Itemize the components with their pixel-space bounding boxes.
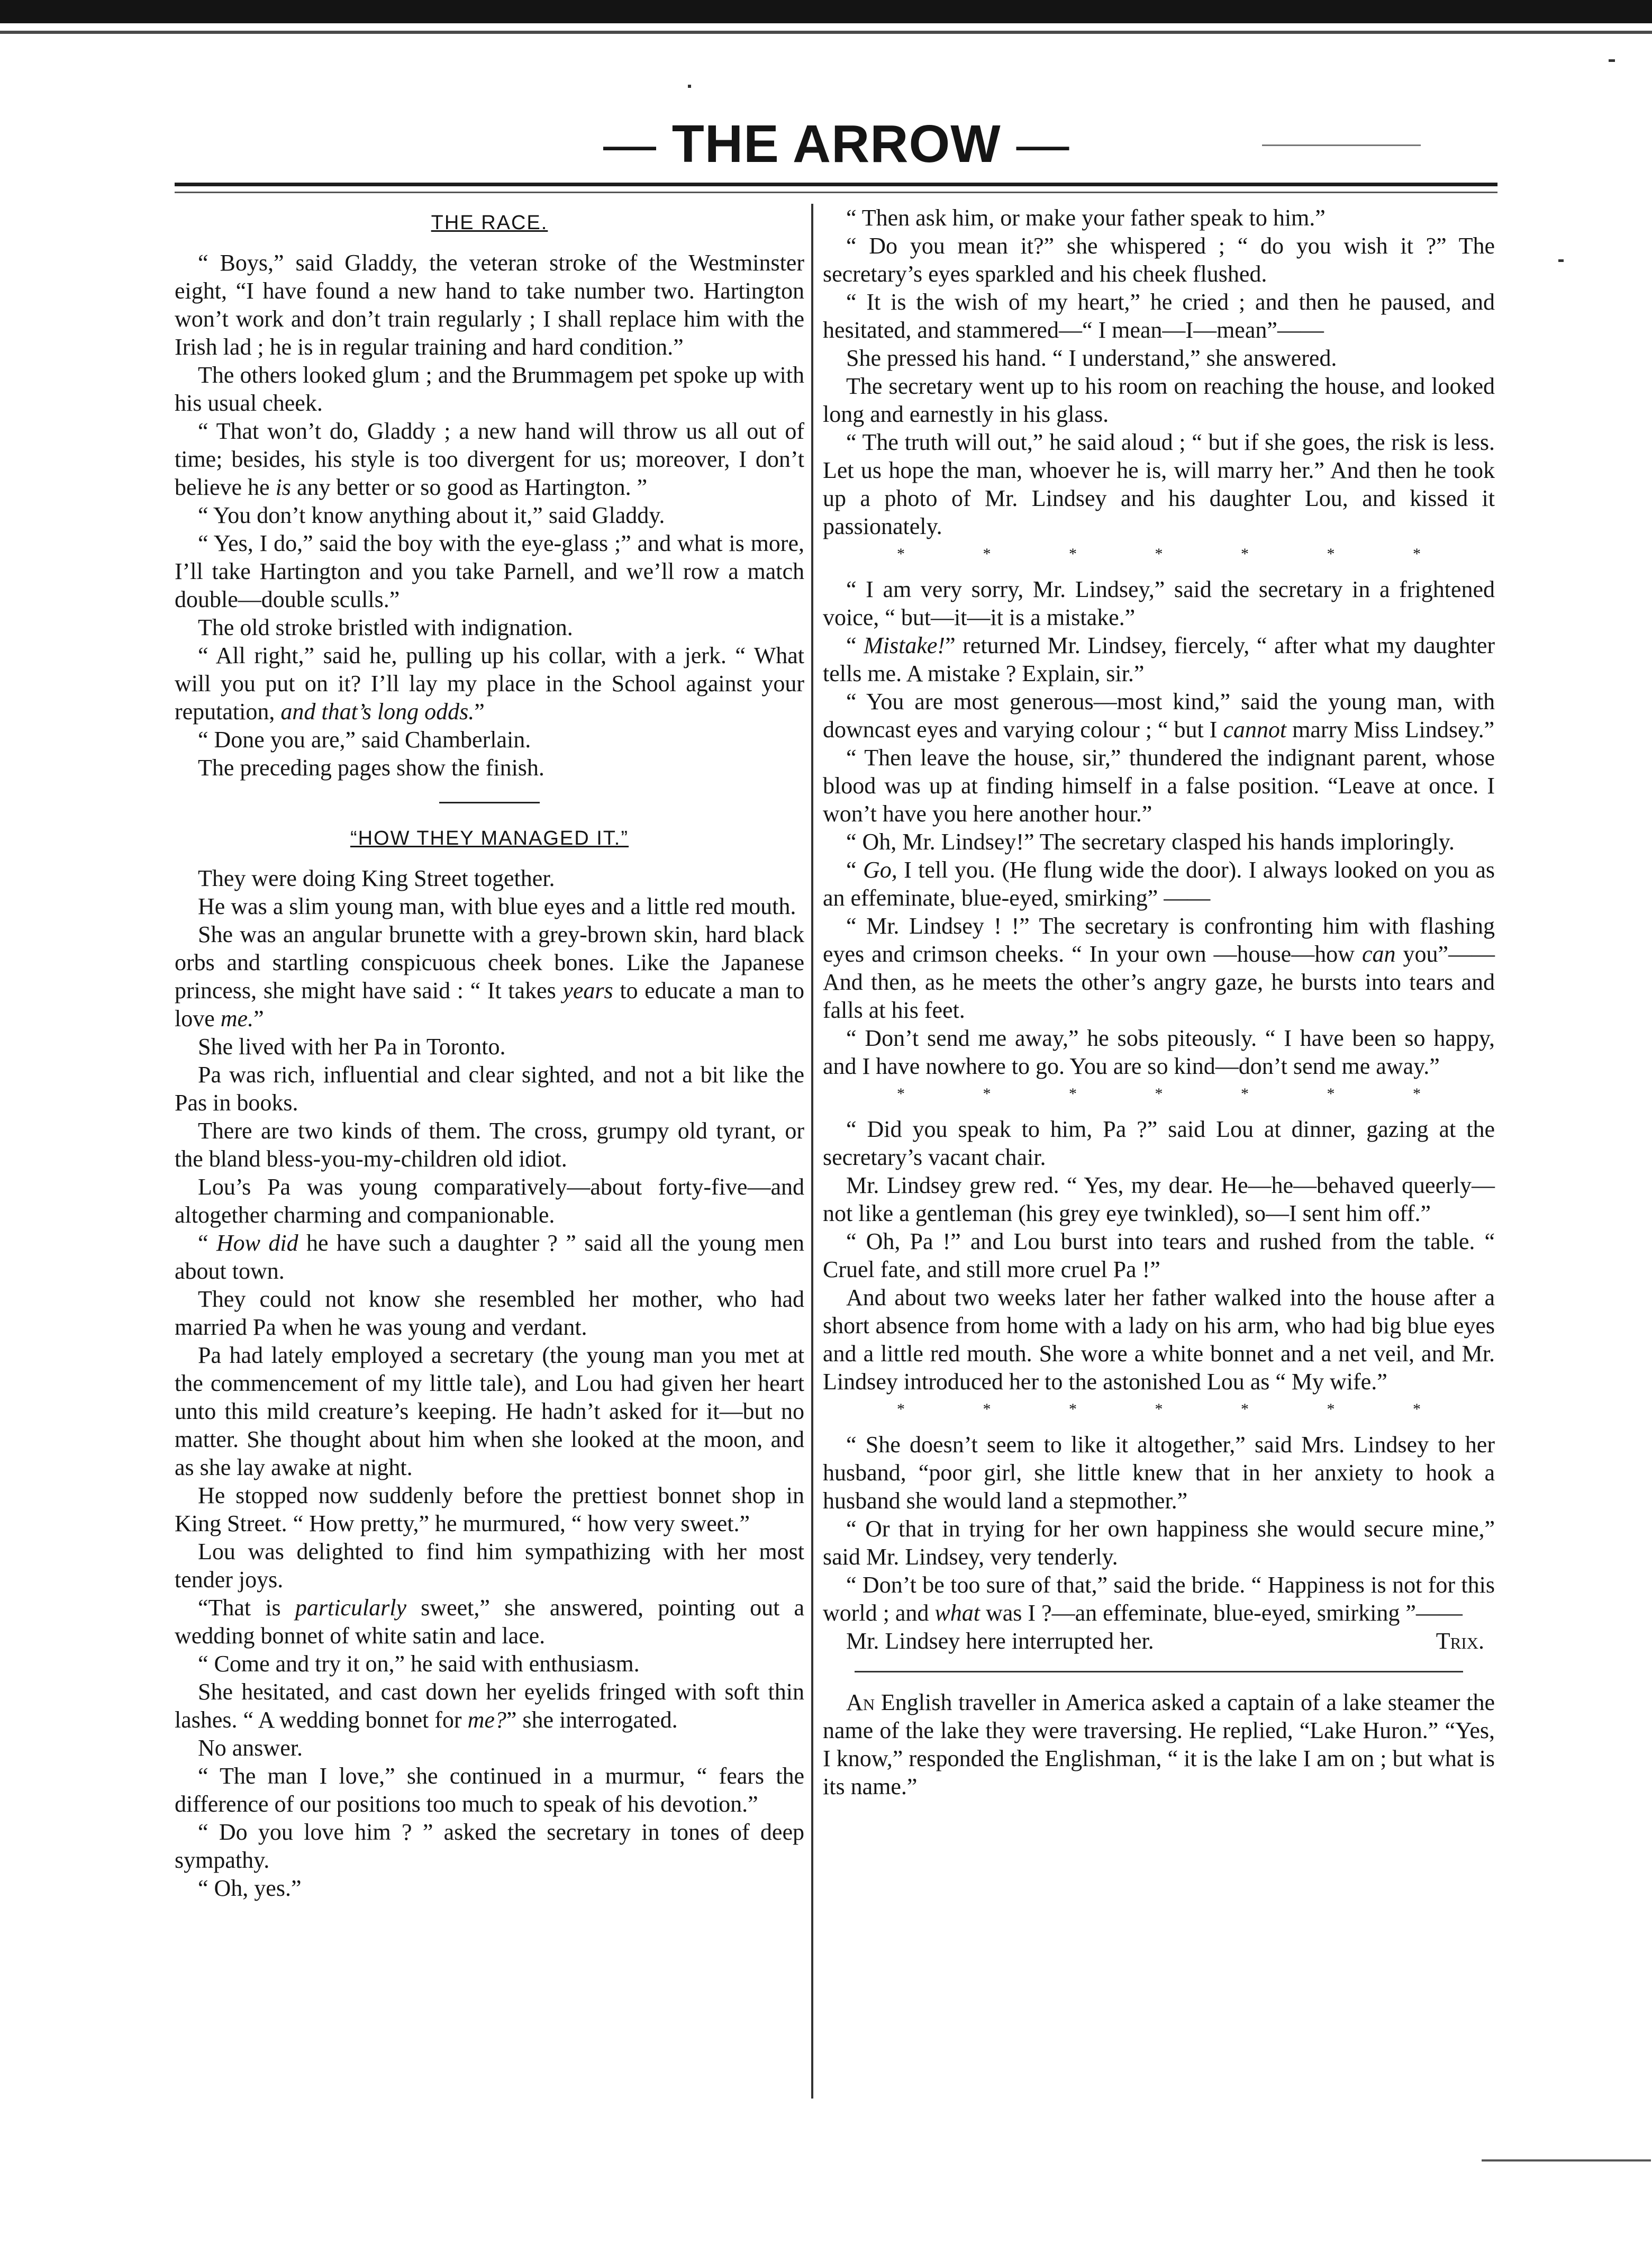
- paragraph: Pa had lately employed a secretary (the young man you met at the commencement of my little tale), and Lou had given her heart unto this mild creature’s keeping. He hadn’t asked for it—but no matter. She thought about him when she looked at the moon, and as she lay awake at night.: [175, 1342, 804, 1480]
- story-heading-race: THE RACE.: [431, 212, 548, 234]
- paragraph: No answer.: [198, 1735, 303, 1761]
- paragraph: She pressed his hand. “ I understand,” she answered.: [846, 345, 1337, 371]
- paragraph: “That is particularly sweet,” she answered, pointing out a wedding bonnet of white satin and lace.: [175, 1595, 804, 1649]
- paragraph: “ Yes, I do,” said the boy with the eye-glass ;” and what is more, I’ll take Hartington and you take Parnell, and we’ll row a match double—double sculls.”: [175, 530, 804, 612]
- paragraph: “ Oh, yes.”: [198, 1875, 302, 1901]
- paragraph: They could not know she resembled her mother, who had married Pa when he was young and verdant.: [175, 1286, 804, 1340]
- paragraph: “ How did he have such a daughter ? ” said all the young men about town.: [175, 1230, 804, 1284]
- asterism-divider: * * * * * * *: [897, 1085, 1458, 1102]
- paragraph: She hesitated, and cast down her eyelids fringed with soft thin lashes. “ A wedding bonnet for me?” she interrogated.: [175, 1679, 804, 1733]
- paragraph: “ The man I love,” she continued in a murmur, “ fears the difference of our positions too much to speak of his devotion.”: [175, 1763, 804, 1817]
- header-rule-thin: [175, 192, 1497, 193]
- paragraph: The old stroke bristled with indignation.: [198, 614, 573, 640]
- paragraph: “ Boys,” said Gladdy, the veteran stroke of the Westminster eight, “I have found a new hand to take number two. Hartington won’t work and don’t train regularly ; I shall replace him with the Irish lad ; he is in regular training and hard condition.”: [175, 250, 804, 360]
- masthead-dash-left: —: [603, 114, 657, 174]
- paragraph: “ Mistake!” returned Mr. Lindsey, fiercely, “ after what my daughter tells me. A mistake ? Explain, sir.”: [823, 632, 1495, 686]
- paragraph: “ Do you love him ? ” asked the secretary in tones of deep sympathy.: [175, 1819, 804, 1873]
- paragraph: “ Then leave the house, sir,” thundered the indignant parent, whose blood was up at finding himself in a false position. “Leave at once. I won’t have you here another hour.”: [823, 745, 1495, 827]
- paragraph: Lou’s Pa was young comparatively—about forty-five—and altogether charming and companionable.: [175, 1174, 804, 1228]
- paragraph: “ Oh, Pa !” and Lou burst into tears and rushed from the table. “ Cruel fate, and still more cruel Pa !”: [823, 1228, 1495, 1282]
- paragraph: Mr. Lindsey here interrupted her. Trix.: [846, 1628, 1484, 1654]
- paragraph: He stopped now suddenly before the prettiest bonnet shop in King Street. “ How pretty,” he murmured, “ how very sweet.”: [175, 1482, 804, 1536]
- author-signature: Trix.: [1436, 1628, 1484, 1654]
- print-speck: [688, 85, 691, 88]
- paragraph: She was an angular brunette with a grey-brown skin, hard black orbs and startling conspicuous cheek bones. Like the Japanese princess, she might have said : “ It takes years to educate a man to love me.”: [175, 921, 805, 1032]
- print-speck: [1482, 2159, 1651, 2161]
- paragraph: “ Did you speak to him, Pa ?” said Lou at dinner, gazing at the secretary’s vacant chair.: [823, 1116, 1495, 1170]
- paragraph: The secretary went up to his room on reaching the house, and looked long and earnestly in his glass.: [823, 373, 1495, 427]
- story-heading-managed: “HOW THEY MANAGED IT.”: [350, 827, 629, 849]
- paragraph: “ Don’t be too sure of that,” said the bride. “ Happiness is not for this world ; and what was I ?—an effeminate, blue-eyed, smirking ”——: [823, 1572, 1495, 1626]
- paragraph: “ Done you are,” said Chamberlain.: [198, 727, 531, 753]
- paragraph: He was a slim young man, with blue eyes and a little red mouth.: [198, 893, 796, 919]
- paragraph: “ Or that in trying for her own happiness she would secure mine,” said Mr. Lindsey, very tenderly.: [823, 1516, 1495, 1570]
- paragraph: “ All right,” said he, pulling up his collar, with a jerk. “ What will you put on it? I’ll lay my place in the School against your reputation, and that’s long odds.”: [175, 643, 804, 725]
- paragraph: “ She doesn’t seem to like it altogether,” said Mrs. Lindsey to her husband, “poor girl, she little knew that in her anxiety to hook a husband she would land a stepmother.”: [823, 1432, 1495, 1514]
- paragraph: “ Don’t send me away,” he sobs piteously. “ I have been so happy, and I have nowhere to go. You are so kind—don’t send me away.”: [823, 1025, 1495, 1079]
- print-speck: [1262, 144, 1421, 146]
- paragraph: The others looked glum ; and the Brummagem pet spoke up with his usual cheek.: [175, 362, 804, 416]
- paragraph: “ That won’t do, Gladdy ; a new hand will throw us all out of time; besides, his style is too divergent for us; moreover, I don’t believe he is any better or so good as Hartington. ”: [175, 418, 804, 500]
- paragraph: An English traveller in America asked a captain of a lake steamer the name of the lake they were traversing. He replied, “Lake Huron.” “Yes, I know,” responded the Englishman, “ it is the lake I am on ; but what is its name.”: [823, 1689, 1495, 1799]
- paragraph: And about two weeks later her father walked into the house after a short absence from home with a lady on his arm, who had big blue eyes and a little red mouth. She wore a white bonnet and a net veil, and Mr. Lindsey introduced her to the astonished Lou as “ My wife.”: [823, 1285, 1495, 1395]
- paragraph: She lived with her Pa in Toronto.: [198, 1034, 506, 1060]
- top-border-rule: [0, 0, 1652, 23]
- paragraph: “ You don’t know anything about it,” said Gladdy.: [198, 502, 665, 528]
- asterism-divider: * * * * * * *: [897, 545, 1458, 563]
- column-divider: [811, 204, 813, 2099]
- paragraph: “ It is the wish of my heart,” he cried ; and then he paused, and hesitated, and stammered—“ I mean—I—mean”——: [823, 289, 1495, 343]
- paragraph: “ Then ask him, or make your father speak to him.”: [846, 205, 1326, 231]
- paragraph: Pa was rich, influential and clear sighted, and not a bit like the Pas in books.: [175, 1062, 804, 1116]
- paragraph: “ You are most generous—most kind,” said the young man, with downcast eyes and varying colour ; “ but I cannot marry Miss Lindsey.”: [823, 689, 1495, 743]
- paragraph: “ Mr. Lindsey ! !” The secretary is confronting him with flashing eyes and crimson cheeks. “ In your own —house—how can you”—— And then, as he meets the other’s angry gaze, he bursts into tears and falls at his feet.: [823, 913, 1495, 1023]
- paragraph: The preceding pages show the finish.: [198, 755, 544, 781]
- header-rule-thick: [175, 183, 1497, 186]
- paragraph: “ Come and try it on,” he said with enthusiasm.: [198, 1651, 640, 1677]
- masthead-title: THE ARROW: [671, 114, 1001, 174]
- paragraph: “ Go, I tell you. (He flung wide the door). I always looked on you as an effeminate, blue-eyed, smirking” ——: [823, 857, 1495, 911]
- paragraph: Mr. Lindsey grew red. “ Yes, my dear. He—he—behaved queerly—not like a gentleman (his grey eye twinkled), so—I sent him off.”: [823, 1172, 1495, 1226]
- section-separator: [855, 1671, 1463, 1672]
- paragraph: “ Oh, Mr. Lindsey!” The secretary clasped his hands imploringly.: [846, 829, 1455, 855]
- paragraph: “ I am very sorry, Mr. Lindsey,” said the secretary in a frightened voice, “ but—it—it is a mistake.”: [823, 576, 1495, 630]
- paragraph: There are two kinds of them. The cross, grumpy old tyrant, or the bland bless-you-my-children old idiot.: [175, 1118, 804, 1172]
- right-column: [823, 204, 1495, 1801]
- paragraph: Lou was delighted to find him sympathizing with her most tender joys.: [175, 1539, 804, 1593]
- masthead-dash-right: —: [1016, 114, 1070, 174]
- asterism-divider: * * * * * * *: [897, 1400, 1458, 1418]
- paragraph: “ Do you mean it?” she whispered ; “ do you wish it ?” The secretary’s eyes sparkled and his cheek flushed.: [823, 233, 1495, 287]
- section-separator: [439, 802, 540, 803]
- paragraph: “ The truth will out,” he said aloud ; “ but if she goes, the risk is less. Let us hope the man, whoever he is, will marry her.” And then he took up a photo of Mr. Lindsey and his daughter Lou, and kissed it passionately.: [823, 429, 1495, 539]
- masthead: [603, 114, 1070, 175]
- paragraph: They were doing King Street together.: [198, 865, 555, 891]
- left-column: [175, 204, 804, 1902]
- print-speck: [1609, 59, 1615, 62]
- print-speck: [1558, 259, 1564, 262]
- top-border-thin-rule: [0, 31, 1652, 34]
